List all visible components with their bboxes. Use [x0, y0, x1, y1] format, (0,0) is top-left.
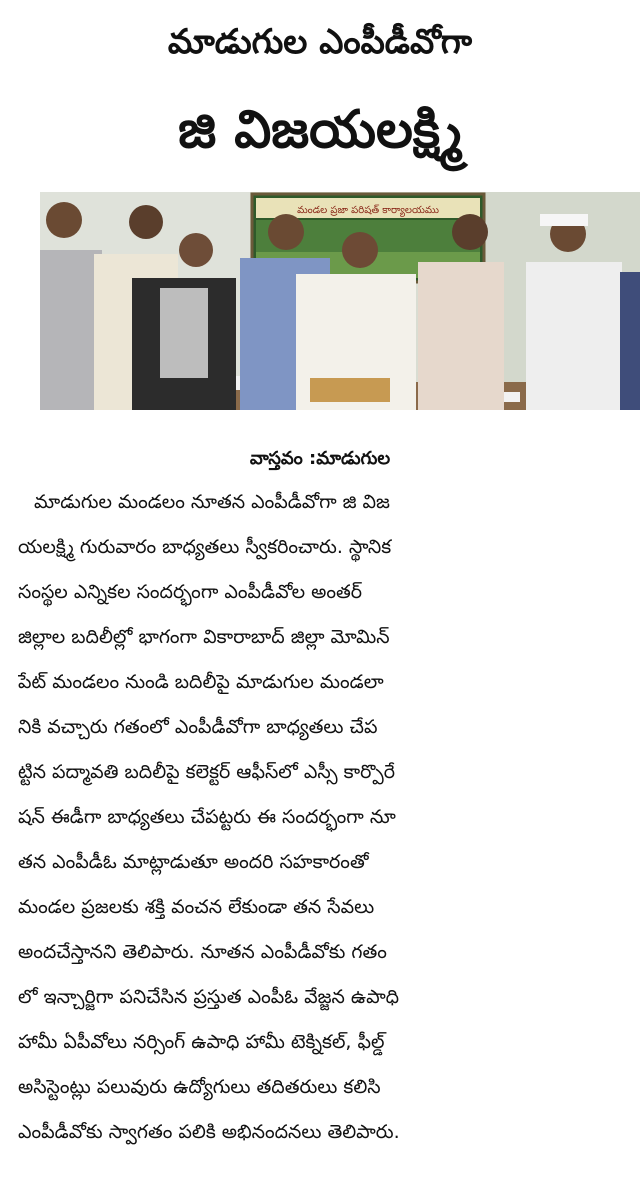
body-line: హామీ ఏపీవోలు నర్సింగ్ ఉపాధి హామీ టెక్నికల్, ఫీల్డ్: [18, 1031, 385, 1053]
dateline: వాస్తవం :మాడుగుల: [249, 448, 391, 469]
body-line: లో ఇన్చార్జిగా పనిచేసిన ప్రస్తుత ఎంపీఓ వేజ్జన ఉపాధి: [18, 986, 400, 1008]
body-line: యలక్ష్మి గురువారం బాధ్యతలు స్వీకరించారు. స్థానిక: [18, 536, 392, 558]
banner-text: మండల ప్రజా పరిషత్ కార్యాలయము: [297, 205, 439, 216]
news-photo: [40, 192, 640, 410]
body-line: అసిస్టెంట్లు పలువురు ఉద్యోగులు తదితరులు కలిసి: [18, 1076, 381, 1098]
article-body: [18, 480, 628, 1155]
body-line: నికి వచ్చారు గతంలో ఎంపీడీవోగా బాధ్యతలు చేప: [18, 716, 378, 738]
body-line: షన్ ఈడీగా బాధ్యతలు చేపట్టరు ఈ సందర్భంగా నూ: [18, 806, 396, 828]
body-line: జిల్లాల బదిలీల్లో భాగంగా వికారాబాద్ జిల్లా మోమిన్: [18, 626, 390, 648]
body-line: సంస్థల ఎన్నికల సందర్భంగా ఎంపీడీవోల అంతర్: [18, 581, 363, 603]
body-line: ట్టిన పద్మావతి బదిలీపై కలెక్టర్ ఆఫీస్‌లో ఎస్సీ కార్పొరే: [18, 761, 396, 783]
body-line: ఎంపీడీవోకు స్వాగతం పలికి అభినందనలు తెలిపారు.: [18, 1121, 400, 1143]
body-line: మండల ప్రజలకు శక్తి వంచన లేకుండా తన సేవలు: [18, 896, 375, 918]
headline-line-1: మాడుగుల ఎంపీడీవోగా: [167, 22, 473, 62]
headline-line-2: జి విజయలక్ష్మి: [178, 100, 462, 160]
body-line: అందచేస్తానని తెలిపారు. నూతన ఎంపీడీవోకు గతం: [18, 941, 387, 963]
body-line: మాడుగుల మండలం నూతన ఎంపీడీవోగా జి విజ: [34, 491, 390, 513]
body-line: పేట్ మండలం నుండి బదిలీపై మాడుగుల మండలా: [18, 671, 384, 693]
body-line: తన ఎంపీడీఓ మాట్లాడుతూ అందరి సహకారంతో: [18, 851, 369, 873]
